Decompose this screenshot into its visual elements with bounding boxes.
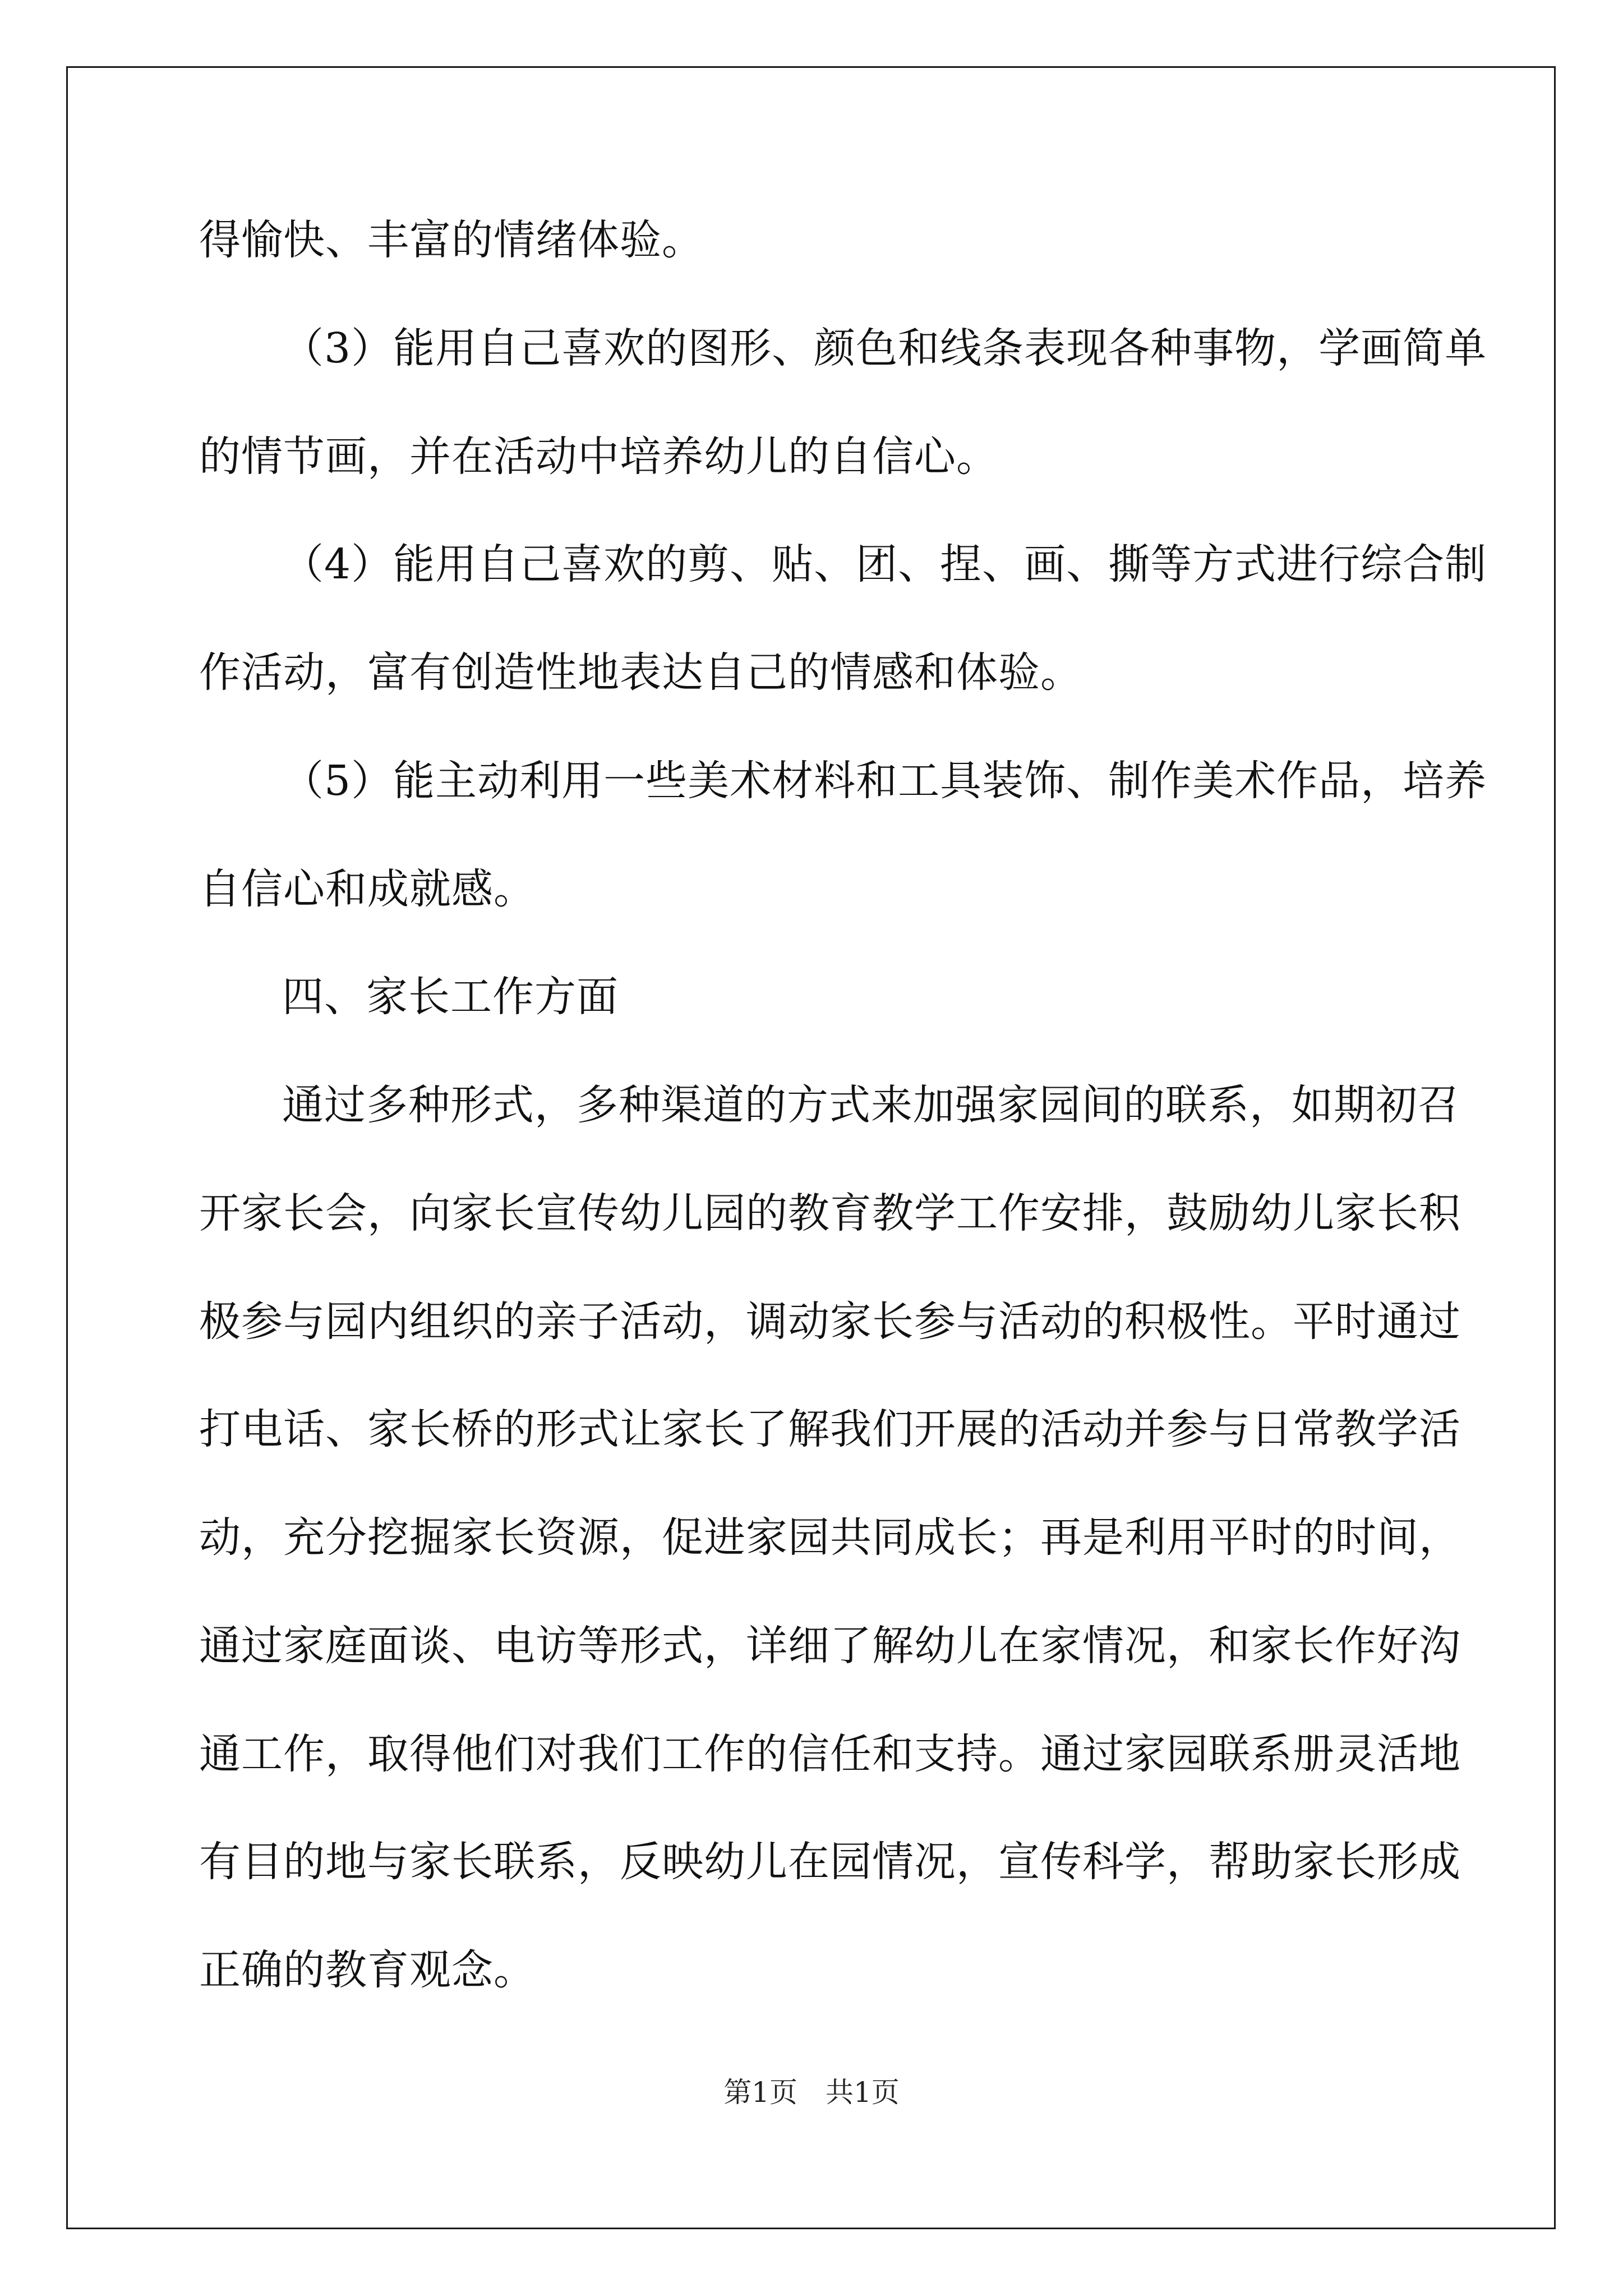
text-line: （4）能用自己喜欢的剪、贴、团、捏、画、撕等方式进行综合制 bbox=[282, 540, 1487, 588]
section-heading: 四、家长工作方面 bbox=[282, 973, 619, 1021]
text-line: 的情节画，并在活动中培养幼儿的自信心。 bbox=[199, 432, 998, 481]
text-line: 打电话、家长桥的形式让家长了解我们开展的活动并参与日常教学活 bbox=[199, 1405, 1461, 1453]
text-line: 通过多种形式，多种渠道的方式来加强家园间的联系，如期初召 bbox=[282, 1081, 1460, 1129]
text-line: 正确的教育观念。 bbox=[199, 1946, 536, 1994]
text-line: 开家长会，向家长宣传幼儿园的教育教学工作安排，鼓励幼儿家长积 bbox=[199, 1189, 1461, 1237]
page-footer bbox=[0, 2076, 1623, 2109]
text-line: 动，充分挖掘家长资源，促进家园共同成长；再是利用平时的时间， bbox=[199, 1513, 1461, 1562]
text-line: 自信心和成就感。 bbox=[199, 865, 536, 913]
text-line: 有目的地与家长联系，反映幼儿在园情况，宣传科学，帮助家长形成 bbox=[199, 1838, 1461, 1886]
page-number: 第1页 bbox=[723, 2076, 797, 2109]
text-line: 通过家庭面谈、电访等形式，详细了解幼儿在家情况，和家长作好沟 bbox=[199, 1622, 1461, 1670]
text-line: 作活动，富有创造性地表达自己的情感和体验。 bbox=[199, 648, 1082, 697]
text-line: 通工作，取得他们对我们工作的信任和支持。通过家园联系册灵活地 bbox=[199, 1730, 1461, 1778]
text-line: 得愉快、丰富的情绪体验。 bbox=[199, 216, 704, 264]
text-line: 极参与园内组织的亲子活动，调动家长参与活动的积极性。平时通过 bbox=[199, 1297, 1461, 1346]
text-line: （5）能主动利用一些美术材料和工具装饰、制作美术作品，培养 bbox=[282, 757, 1487, 805]
page-border bbox=[66, 66, 1556, 2229]
page-total: 共1页 bbox=[826, 2076, 900, 2109]
text-line: （3）能用自己喜欢的图形、颜色和线条表现各种事物，学画简单 bbox=[282, 324, 1487, 372]
